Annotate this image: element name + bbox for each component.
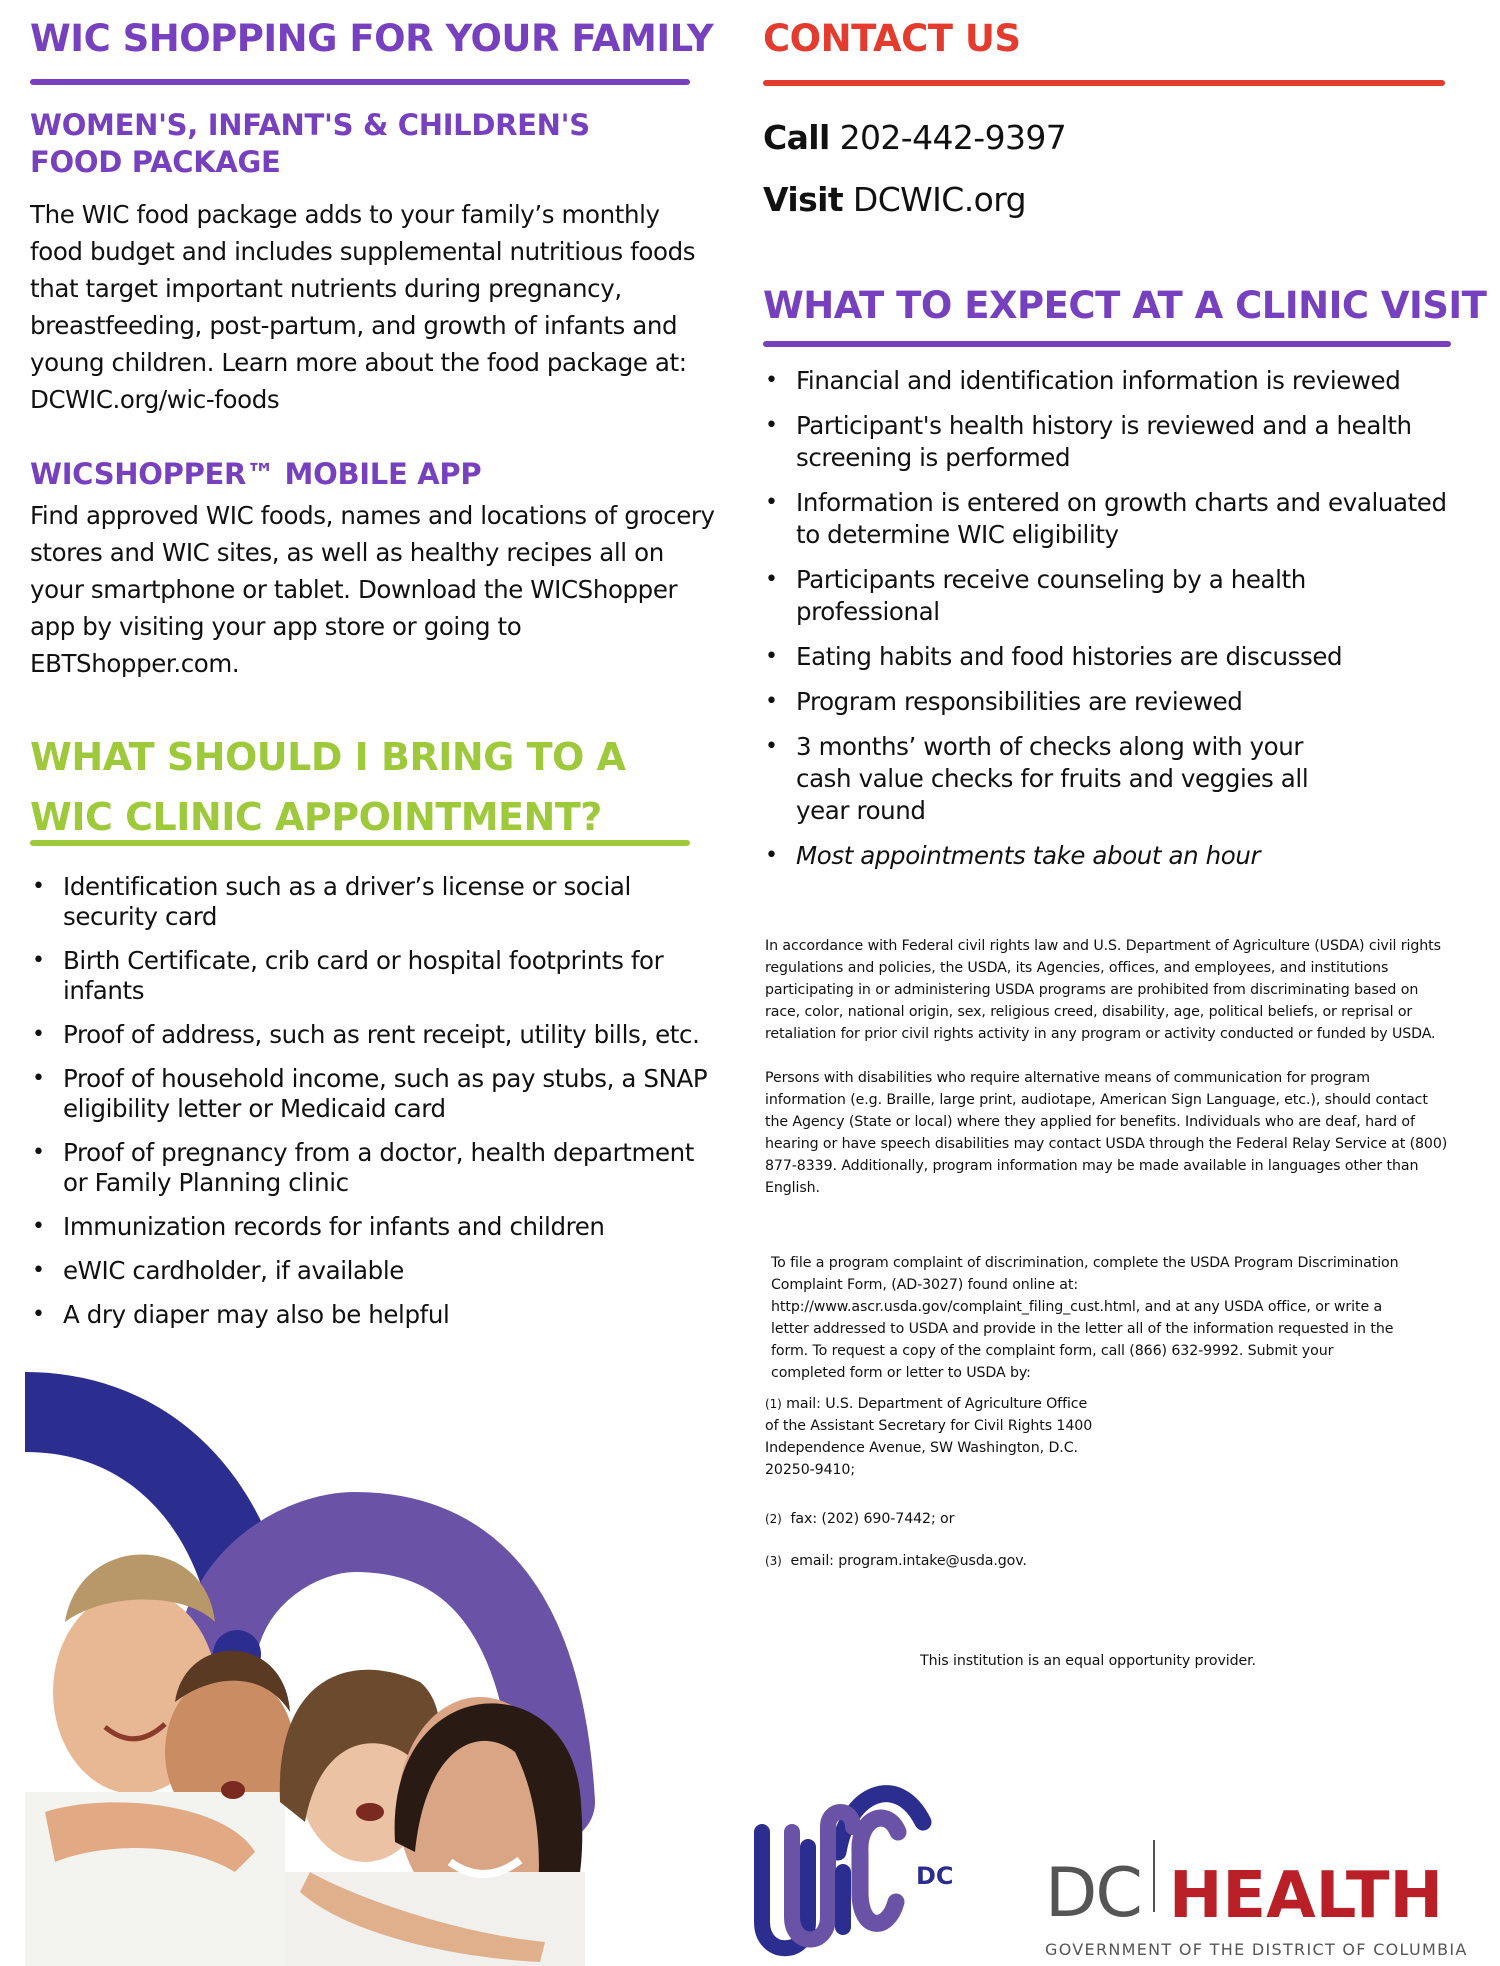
- wic-dc-logo: [748, 1772, 1008, 1962]
- expect-title: WHAT TO EXPECT AT A CLINIC VISIT: [763, 284, 1487, 327]
- food-package-text: The WIC food package adds to your family’s monthly food budget and includes supplemental nutritious foods that target important nutrients during pregnancy, breastfeeding, post-partum, and growth of infants and young children. Learn more about the food package at: DCWIC.org/wic-foods: [30, 196, 695, 418]
- complaint-fax: (2) fax: (202) 690-7442; or: [765, 1511, 955, 1527]
- dc-health-tagline: GOVERNMENT OF THE DISTRICT OF COLUMBIA: [1045, 1940, 1468, 1959]
- list-item: • Proof of address, such as rent receipt, utility bills, etc.: [30, 1020, 720, 1050]
- list-item: • Identification such as a driver’s license or social security card: [30, 872, 650, 932]
- nondiscrimination-statement: In accordance with Federal civil rights law and U.S. Department of Agriculture (USDA) civil rights regulations and policies, the USDA, its Agencies, offices, and employees, and institutions participating in or administering USDA programs are prohibited from discriminating based on race, color, national origin, sex, religious creed, disability, age, political beliefs, or reprisal or retaliation for prior civil rights activity in any program or activity conducted or funded by USDA. Persons with disabilities who require alternative means of communication for program information (e.g. Braille, large print, audiotape, American Sign Language, etc.), should contact the Agency (State or local) where they applied for benefits. Individuals who are deaf, hard of hearing or have speech disabilities may contact USDA through the Federal Relay Service at (800) 877-8339. Additionally, program information may be made available in languages other than English.: [765, 938, 1448, 1196]
- bring-heading: WHAT SHOULD I BRING TO A WIC CLINIC APPOINTMENT?: [30, 735, 626, 839]
- app-text: Find approved WIC foods, names and locations of grocery stores and WIC sites, as well as healthy recipes all on your smartphone or tablet. Download the WICShopper app by visiting your app store or going to EBTShopper.com.: [30, 497, 715, 682]
- title-divider: [30, 79, 690, 85]
- contact-title: CONTACT US: [763, 17, 1021, 60]
- list-item: • 3 months’ worth of checks along with your cash value checks for fruits and veggies all year round: [763, 731, 1323, 827]
- list-item: • Information is entered on growth charts and evaluated to determine WIC eligibility: [763, 487, 1463, 551]
- call-label: Call: [763, 118, 830, 157]
- ebtshopper-link[interactable]: EBTShopper.com.: [30, 649, 240, 678]
- dc-health-logo: [1045, 1840, 1468, 1959]
- dc-health-dc: DC: [1045, 1854, 1141, 1933]
- complaint-statement: To file a program complaint of discrimination, complete the USDA Program Discrimination Complaint Form, (AD-3027) found online at: http://www.ascr.usda.gov/complaint_filing_cust.html, and at any USDA office, or write a letter addressed to USDA and provide in the letter all of the information requested in the form. To request a copy of the complaint form, call (866) 632-9992. Submit your completed form or letter to USDA by:: [771, 1255, 1399, 1381]
- list-item-note: • Most appointments take about an hour: [763, 840, 1463, 872]
- expect-divider: [763, 341, 1451, 347]
- expect-list: [763, 365, 1463, 885]
- svg-text:DC: DC: [916, 1862, 954, 1890]
- phone-number[interactable]: 202-442-9397: [839, 118, 1067, 157]
- list-item: • Program responsibilities are reviewed: [763, 686, 1463, 718]
- list-item: • Participants receive counseling by a health professional: [763, 564, 1323, 628]
- list-item: • Proof of household income, such as pay stubs, a SNAP eligibility letter or Medicaid card: [30, 1064, 720, 1124]
- complaint-mail: (1) mail: U.S. Department of Agriculture Office of the Assistant Secretary for Civil Rights 1400 Independence Avenue, SW Washington, D.C. 20250-9410;: [765, 1396, 1093, 1478]
- dc-health-health: HEALTH: [1168, 1859, 1444, 1933]
- list-item: • Immunization records for infants and children: [30, 1212, 720, 1242]
- bring-divider: [30, 840, 690, 846]
- page-title: WIC SHOPPING FOR YOUR FAMILY: [30, 17, 714, 60]
- food-package-link[interactable]: DCWIC.org/wic-foods: [30, 385, 280, 414]
- equal-opportunity-statement: This institution is an equal opportunity provider.: [920, 1653, 1256, 1669]
- list-item: • A dry diaper may also be helpful: [30, 1300, 720, 1330]
- app-heading: WICSHOPPER™ MOBILE APP: [30, 457, 482, 491]
- list-item: • Financial and identification information is reviewed: [763, 365, 1463, 397]
- swirl-graphic: [25, 1372, 715, 1966]
- visit-label: Visit: [763, 180, 843, 219]
- complaint-email: (3) email: program.intake@usda.gov.: [765, 1553, 1027, 1569]
- list-item: • Proof of pregnancy from a doctor, health department or Family Planning clinic: [30, 1138, 710, 1198]
- contact-divider: [763, 80, 1445, 86]
- list-item: • eWIC cardholder, if available: [30, 1256, 720, 1286]
- contact-website-row: [763, 180, 1026, 219]
- wic-logo-icon: [748, 1772, 1008, 1962]
- food-package-heading: WOMEN'S, INFANT'S & CHILDREN'S FOOD PACKAGE: [30, 108, 590, 179]
- list-item: • Birth Certificate, crib card or hospital footprints for infants: [30, 946, 680, 1006]
- list-item: • Participant's health history is reviewed and a health screening is performed: [763, 410, 1423, 474]
- dc-health-separator: [1153, 1840, 1155, 1912]
- list-item: • Eating habits and food histories are discussed: [763, 641, 1463, 673]
- email-link[interactable]: email: program.intake@usda.gov.: [790, 1553, 1027, 1569]
- website-link[interactable]: DCWIC.org: [852, 180, 1026, 219]
- family-photo: [25, 1372, 715, 1966]
- contact-phone-row: [763, 118, 1066, 157]
- bring-list: [30, 872, 720, 1344]
